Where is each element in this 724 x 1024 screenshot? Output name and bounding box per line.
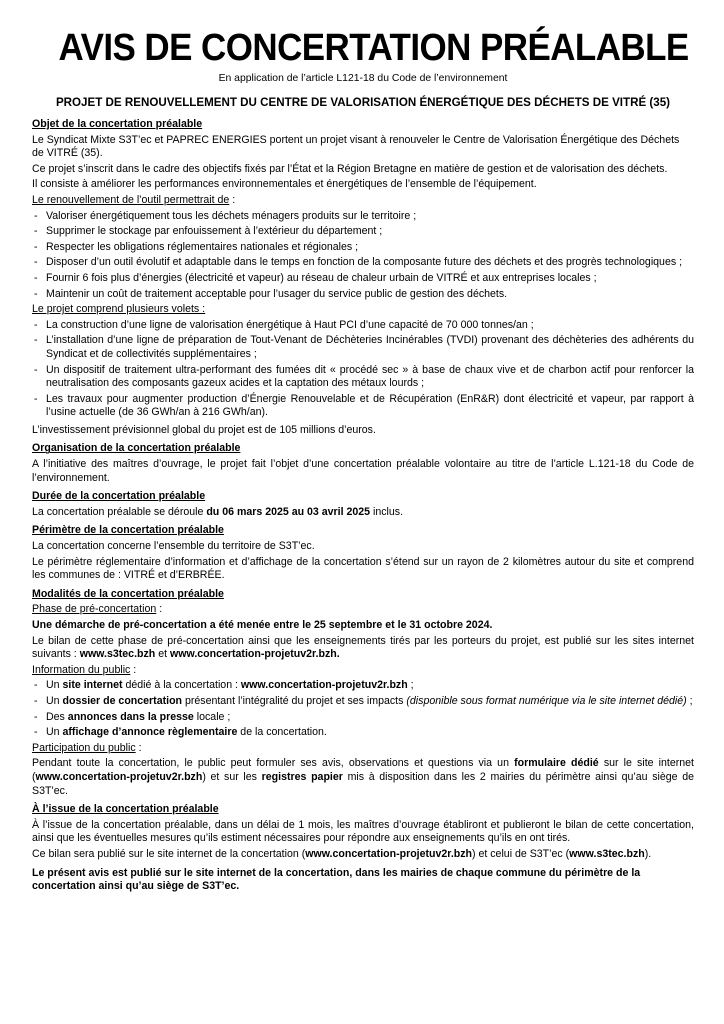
website-link[interactable]: www.concertation-projetuv2r.bzh xyxy=(240,679,408,692)
renouvellement-list xyxy=(32,210,694,302)
paragraph xyxy=(32,757,694,798)
text: et xyxy=(155,648,170,661)
section-perimetre xyxy=(32,524,694,582)
text: Des xyxy=(46,710,68,723)
text: Un xyxy=(46,679,63,692)
text: Ce bilan sera publié sur le site internet de la concertation ( xyxy=(32,847,306,860)
text: La concertation préalable se déroule xyxy=(32,505,207,518)
section-modalites xyxy=(32,588,694,798)
text: Le bilan de cette phase de pré-concertation ainsi que les enseignements tirés par les porteurs du projet, est publié sur les sites internet suivants : xyxy=(32,634,694,661)
subheading: Le projet comprend plusieurs volets : xyxy=(32,303,206,316)
volets-list xyxy=(32,319,694,420)
list-item: - Supprimer le stockage par enfouissement à l’extérieur du département ; xyxy=(32,225,694,239)
text: ) et celui de S3T’ec ( xyxy=(472,847,570,860)
text: dossier de concertation xyxy=(62,694,183,707)
paragraph xyxy=(32,506,694,520)
paragraph: A l’initiative des maîtres d’ouvrage, le projet fait l’objet d’une concertation préalable volontaire au titre de l’article L.121-18 du Code de l’environnement. xyxy=(32,458,694,484)
text: ) et sur les xyxy=(202,770,262,783)
subheading xyxy=(32,742,694,756)
paragraph: Il consiste à améliorer les performances environnementales et énergétiques de l’ensemble de l’équipement. xyxy=(32,178,537,191)
section-organisation xyxy=(32,442,694,485)
text: ; xyxy=(407,679,414,692)
list-item: - Disposer d’un outil évolutif et adaptable dans le temps en fonction de la composante future des déchets et des progrès technologiques ; xyxy=(32,256,694,270)
website-link[interactable]: www.s3tec.bzh xyxy=(79,648,156,661)
paragraph: Le périmètre réglementaire d’information et d’affichage de la concertation s’étend sur un rayon de 2 kilomètres autour du site et comprend les communes de : VITRÉ et d’ERBRÉE. xyxy=(32,555,694,582)
document-title: AVIS DE CONCERTATION PRÉALABLE xyxy=(58,27,689,69)
text: (disponible sous format numérique via le site internet dédié) xyxy=(406,694,687,707)
website-link[interactable]: www.concertation-projetuv2r.bzh xyxy=(305,847,473,860)
list-item: - L’installation d’une ligne de préparation de Tout-Venant de Déchèteries Incinérables (TVDI) provenant des déchèteries des adhérents du Syndicat et de collectivités supplémentaires ; xyxy=(32,334,694,361)
text: de la concertation. xyxy=(237,726,327,739)
subheading xyxy=(32,194,694,208)
text: présentant l’intégralité du projet et ses impacts xyxy=(182,694,407,707)
list-item xyxy=(32,711,694,725)
text: inclus. xyxy=(370,505,404,518)
subheading-text: Participation du public xyxy=(32,741,136,754)
section-heading: Durée de la concertation préalable xyxy=(32,490,206,503)
text: formulaire dédié xyxy=(514,757,599,770)
text: registres papier xyxy=(261,770,343,783)
subheading-text: Le renouvellement de l’outil permettrait de xyxy=(32,193,230,206)
subheading xyxy=(32,603,694,617)
text: ; xyxy=(686,694,693,707)
list-item: - Les travaux pour augmenter production d’Énergie Renouvelable et de Récupération (EnR&R) dont électricité et vapeur, par rapport à l’usine actuelle (de 36 GWh/an à 216 GWh/an). xyxy=(32,393,694,420)
list-item: - La construction d’une ligne de valorisation énergétique à Haut PCI d’une capacité de 70 000 tonnes/an ; xyxy=(32,319,694,333)
paragraph: L’investissement prévisionnel global du projet est de 105 millions d’euros. xyxy=(32,423,376,436)
text: Pendant toute la concertation, le public peut formuler ses avis, observations et questions via un xyxy=(32,757,515,770)
paragraph xyxy=(32,635,694,662)
list-item xyxy=(32,679,694,693)
list-item: - Maintenir un coût de traitement acceptable pour l’usager du service public de gestion des déchets. xyxy=(32,288,694,302)
text: sur le site internet ( xyxy=(32,757,694,783)
list-item: - Fournir 6 fois plus d’énergies (électricité et vapeur) au réseau de chaleur urbain de VITRÉ et aux entreprises locales ; xyxy=(32,272,694,286)
list-item xyxy=(32,695,694,709)
text: site internet xyxy=(62,679,123,692)
legal-reference: En application de l’article L121-18 du Code de l’environnement xyxy=(218,73,508,84)
text: Un xyxy=(46,694,63,707)
paragraph xyxy=(32,848,694,862)
paragraph: Une démarche de pré-concertation a été menée entre le 25 septembre et le 31 octobre 2024. xyxy=(32,619,493,631)
website-link[interactable]: www.concertation-projetuv2r.bzh. xyxy=(170,648,340,661)
list-item: - Un dispositif de traitement ultra-performant des fumées dit « procédé sec » à base de chaux vive et de charbon actif pour renforcer la neutralisation des composants gazeux acides et la captation des métaux lourds ; xyxy=(32,364,694,391)
subheading-text: Information du public xyxy=(32,663,131,676)
project-title: PROJET DE RENOUVELLEMENT DU CENTRE DE VALORISATION ÉNERGÉTIQUE DES DÉCHETS DE VITRÉ (35) xyxy=(55,96,671,109)
text: dédié à la concertation : xyxy=(122,679,241,692)
list-item xyxy=(32,726,694,740)
text: ). xyxy=(644,847,652,860)
section-heading: À l’issue de la concertation préalable xyxy=(32,803,219,816)
subheading xyxy=(32,664,694,678)
dates: du 06 mars 2025 au 03 avril 2025 xyxy=(206,505,371,518)
section-duree xyxy=(32,490,694,519)
subheading-colon: : xyxy=(156,603,163,616)
section-heading: Organisation de la concertation préalable xyxy=(32,442,241,455)
text: locale ; xyxy=(193,710,231,723)
subheading-colon: : xyxy=(130,663,137,676)
notice-page xyxy=(32,26,694,894)
text: affichage d’annonce règlementaire xyxy=(62,726,238,739)
text: mis à disposition dans les 2 mairies du périmètre ainsi qu’au siège de S3T’ec. xyxy=(32,770,695,797)
subheading-text: Phase de pré-concertation xyxy=(32,603,157,616)
website-link[interactable]: www.concertation-projetuv2r.bzh xyxy=(35,770,203,783)
subheading-colon: : xyxy=(229,193,236,206)
section-heading: Modalités de la concertation préalable xyxy=(32,587,224,600)
paragraph: Ce projet s’inscrit dans le cadre des objectifs fixés par l’État et la Région Bretagne en matière de gestion et de valorisation des déchets. xyxy=(32,162,668,175)
paragraph: Le Syndicat Mixte S3T’ec et PAPREC ENERGIES portent un projet visant à renouveler le Centre de Valorisation Énergétique des Déchets de VITRÉ (35). xyxy=(32,133,680,160)
website-link[interactable]: www.s3tec.bzh xyxy=(569,847,645,860)
list-item: - Respecter les obligations réglementaires nationales et régionales ; xyxy=(32,241,694,255)
text: Un xyxy=(46,726,63,739)
section-heading: Objet de la concertation préalable xyxy=(32,118,203,130)
paragraph: À l’issue de la concertation préalable, dans un délai de 1 mois, les maîtres d’ouvrage établiront et publieront le bilan de cette concertation, ainsi que les éventuelles mesures qu’ils estiment nécessaires pour répondre aux enseignements qu’ils en ont tirés. xyxy=(32,818,694,845)
section-issue xyxy=(32,803,694,894)
closing-statement: Le présent avis est publié sur le site internet de la concertation, dans les mairies de chaque commune du périmètre de la concertation ainsi qu’au siège de S3T’ec. xyxy=(32,866,641,893)
subheading-colon: : xyxy=(135,741,142,754)
section-heading: Périmètre de la concertation préalable xyxy=(32,524,224,537)
section-objet xyxy=(32,118,694,437)
paragraph: La concertation concerne l’ensemble du territoire de S3T’ec. xyxy=(32,540,315,553)
list-item: - Valoriser énergétiquement tous les déchets ménagers produits sur le territoire ; xyxy=(32,210,694,224)
information-list xyxy=(32,679,694,739)
text: annonces dans la presse xyxy=(67,710,194,723)
